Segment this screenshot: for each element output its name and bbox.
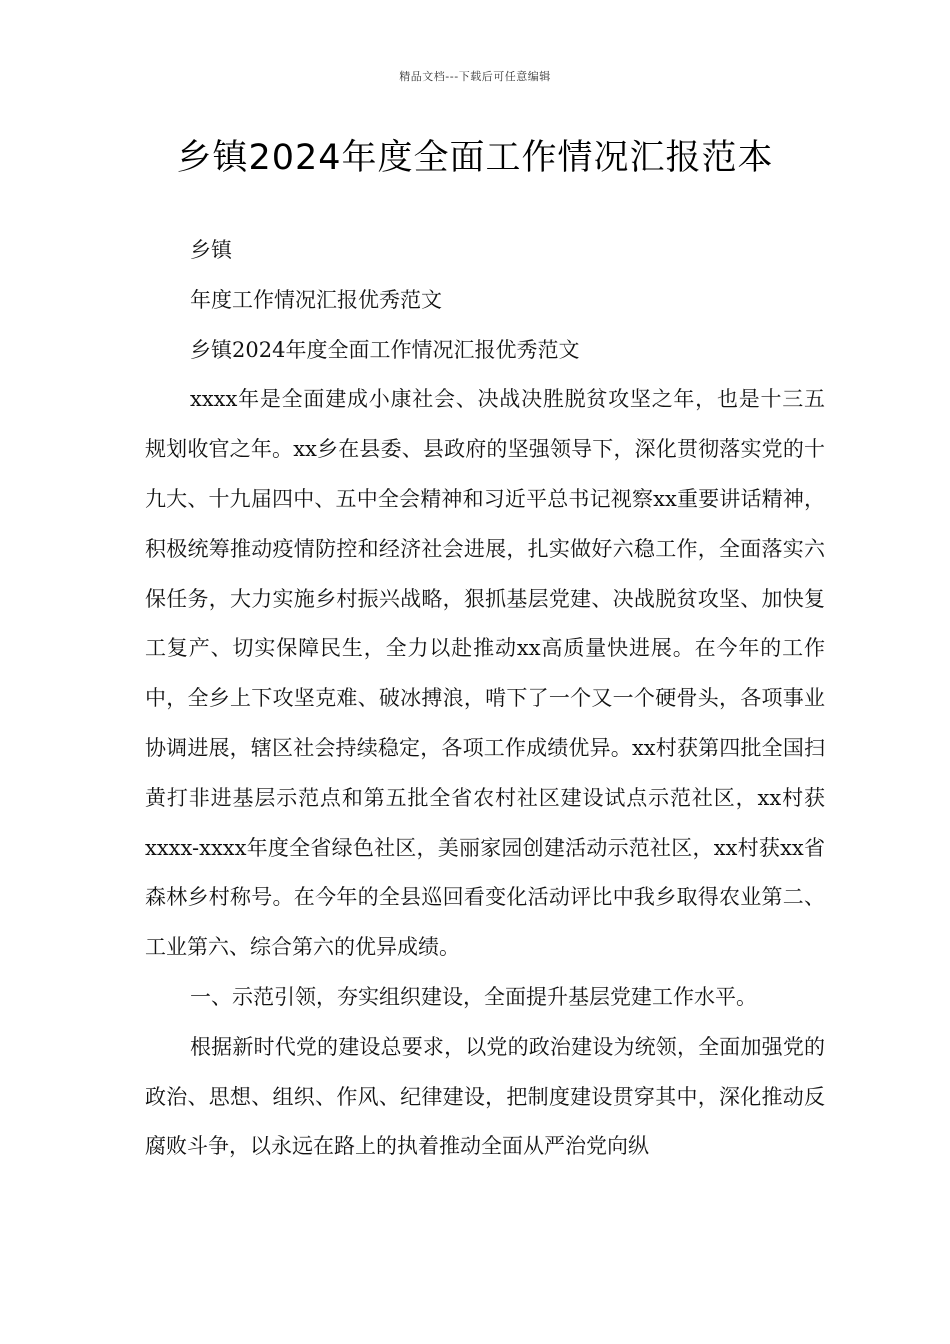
document-body: [145, 226, 825, 1172]
document-title: 乡镇2024年度全面工作情况汇报范本: [176, 138, 774, 178]
paragraph: 乡镇2024年度全面工作情况汇报优秀范文: [190, 337, 580, 362]
paragraph: xxxx年是全面建成小康社会、决战决胜脱贫攻坚之年，也是十三五规划收官之年。xx乡在县委、县政府的坚强领导下，深化贯彻落实党的十九大、十九届四中、五中全会精神和习近平总书记视察xx重要讲话精神，积极统筹推动疫情防控和经济社会进展，扎实做好六稳工作，全面落实六保任务，大力实施乡村振兴战略，狠抓基层党建、决战脱贫攻坚、加快复工复产、切实保障民生，全力以赴推动xx高质量快进展。在今年的工作中，全乡上下攻坚克难、破冰搏浪，啃下了一个又一个硬骨头，各项事业协调进展，辖区社会持续稳定，各项工作成绩优异。xx村获第四批全国扫黄打非进基层示范点和第五批全省农村社区建设试点示范社区，xx村获xxxx-xxxx年度全省绿色社区，美丽家园创建活动示范社区，xx村获xx省森林乡村称号。在今年的全县巡回看变化活动评比中我乡取得农业第二、工业第六、综合第六的优异成绩。: [145, 387, 825, 960]
section-heading: 一、示范引领，夯实组织建设，全面提升基层党建工作水平。: [190, 984, 757, 1009]
header-note: 精品文档---下载后可任意编辑: [399, 70, 551, 83]
paragraph: 乡镇: [190, 238, 232, 262]
paragraph: 根据新时代党的建设总要求，以党的政治建设为统领，全面加强党的政治、思想、组织、作风、纪律建设，把制度建设贯穿其中，深化推动反腐败斗争，以永远在路上的执着推动全面从严治党向纵: [145, 1034, 825, 1159]
paragraph: 年度工作情况汇报优秀范文: [190, 287, 442, 312]
